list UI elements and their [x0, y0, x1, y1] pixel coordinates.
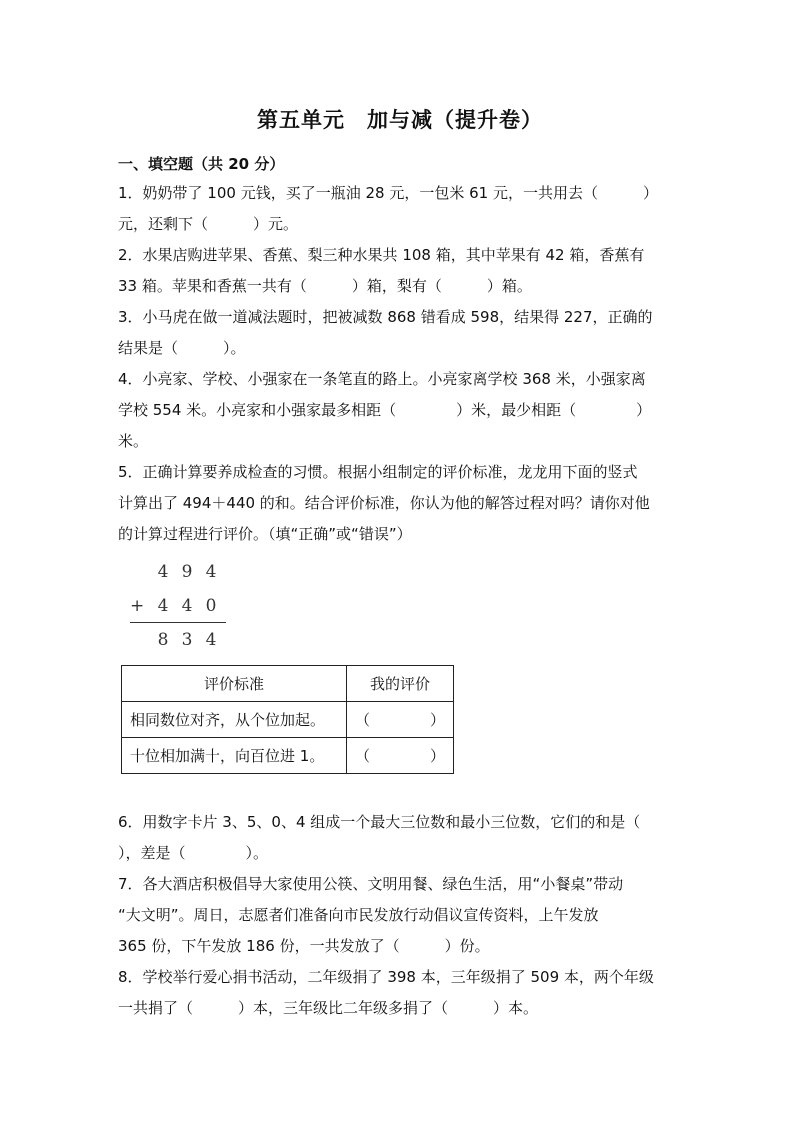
evaluation-table	[121, 665, 454, 774]
page-title: 第五单元 加与减（提升卷）	[257, 108, 543, 132]
digit: 0	[205, 596, 217, 616]
sum-row	[128, 630, 228, 654]
digit: 8	[157, 630, 169, 650]
digit: 4	[205, 562, 217, 582]
table-row	[122, 702, 454, 738]
question-8-line-1: 8．学校举行爱心捐书活动，二年级捐了 398 本，三年级捐了 509 本，两个年级	[118, 968, 654, 986]
header-criteria: 评价标准	[122, 666, 347, 702]
header-my-evaluation: 我的评价	[347, 666, 454, 702]
question-5-line-2: 计算出了 494＋440 的和。结合评价标准，你认为他的解答过程对吗？请你对他	[118, 494, 650, 512]
question-3-line-2: 结果是（ ）。	[118, 339, 246, 357]
question-4-line-3: 米。	[118, 432, 149, 450]
plus-sign: +	[130, 596, 145, 616]
section-heading: 一、填空题（共 20 分）	[118, 155, 285, 173]
question-1-line-1: 1．奶奶带了 100 元钱，买了一瓶油 28 元，一包米 61 元，一共用去（ ）	[118, 184, 658, 202]
question-1-line-2: 元，还剩下（ ）元。	[118, 215, 299, 233]
criteria-cell: 相同数位对齐，从个位加起。	[122, 702, 347, 738]
digit: 4	[157, 562, 169, 582]
question-3-line-1: 3．小马虎在做一道减法题时，把被减数 868 错看成 598，结果得 227，正确的	[118, 308, 653, 326]
digit: 4	[205, 630, 217, 650]
addend-row-1	[128, 562, 228, 586]
table-row	[122, 738, 454, 774]
question-4-line-2: 学校 554 米。小亮家和小强家最多相距（ ）米，最少相距（ ）	[118, 401, 652, 419]
table-header-row	[122, 666, 454, 702]
answer-blank[interactable]: （ ）	[347, 738, 454, 774]
question-2-line-1: 2．水果店购进苹果、香蕉、梨三种水果共 108 箱，其中苹果有 42 箱，香蕉有	[118, 246, 645, 264]
digit: 3	[181, 630, 193, 650]
question-6-line-1: 6．用数字卡片 3、5、0、4 组成一个最大三位数和最小三位数，它们的和是（	[118, 813, 641, 831]
question-6-line-2: ），差是（ ）。	[118, 844, 269, 862]
question-7-line-3: 365 份，下午发放 186 份，一共发放了（ ）份。	[118, 937, 490, 955]
question-5-line-3: 的计算过程进行评价。（填“正确”或“错误”）	[118, 525, 412, 543]
question-4-line-1: 4．小亮家、学校、小强家在一条笔直的路上。小亮家离学校 368 米，小强家离	[118, 370, 646, 388]
addend-row-2	[128, 596, 228, 620]
question-8-line-2: 一共捐了（ ）本，三年级比二年级多捐了（ ）本。	[118, 999, 539, 1017]
question-5-line-1: 5．正确计算要养成检查的习惯。根据小组制定的评价标准，龙龙用下面的竖式	[118, 463, 638, 481]
vertical-addition	[128, 562, 238, 658]
question-2-line-2: 33 箱。苹果和香蕉一共有（ ）箱，梨有（ ）箱。	[118, 277, 532, 295]
sum-rule	[130, 622, 226, 623]
answer-blank[interactable]: （ ）	[347, 702, 454, 738]
criteria-cell: 十位相加满十，向百位进 1。	[122, 738, 347, 774]
digit: 9	[181, 562, 193, 582]
digit: 4	[157, 596, 169, 616]
question-7-line-1: 7．各大酒店积极倡导大家使用公筷、文明用餐、绿色生活，用“小餐桌”带动	[118, 875, 624, 893]
digit: 4	[181, 596, 193, 616]
question-7-line-2: “大文明”。周日，志愿者们准备向市民发放行动倡议宣传资料，上午发放	[118, 906, 599, 924]
